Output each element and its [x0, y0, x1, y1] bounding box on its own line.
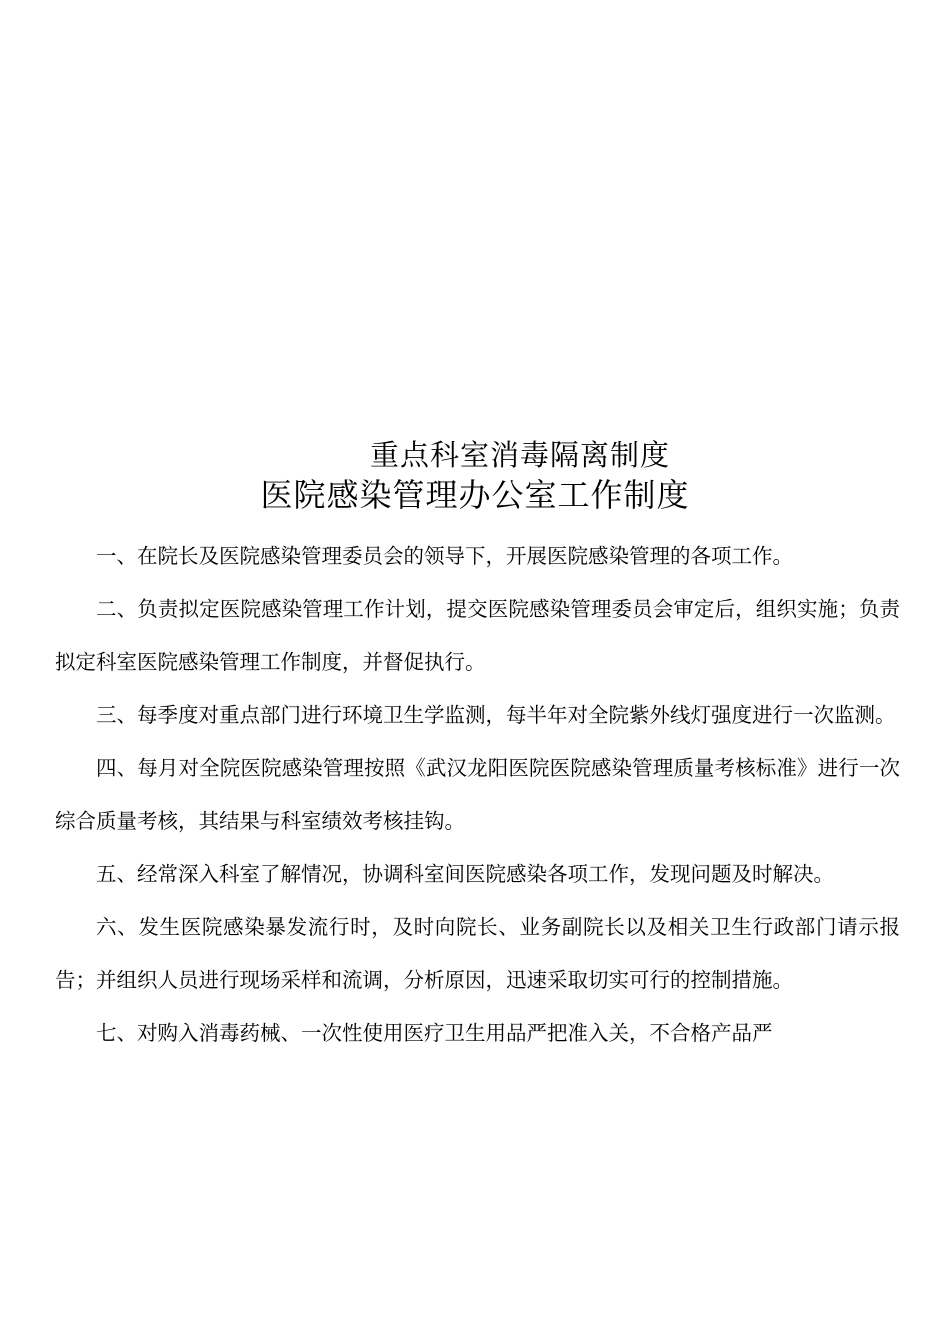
document-title: 医院感染管理办公室工作制度: [260, 476, 690, 514]
document-body: [55, 530, 900, 1060]
document-subtitle: 重点科室消毒隔离制度: [369, 438, 670, 472]
paragraph-2: 二、负责拟定医院感染管理工作计划，提交医院感染管理委员会审定后，组织实施；负责拟定科室医院感染管理工作制度，并督促执行。: [55, 597, 900, 674]
paragraph-3: 三、每季度对重点部门进行环境卫生学监测，每半年对全院紫外线灯强度进行一次监测。: [96, 703, 896, 727]
paragraph-5: 五、经常深入科室了解情况，协调科室间医院感染各项工作，发现问题及时解决。: [96, 862, 834, 886]
paragraph-6: 六、发生医院感染暴发流行时，及时向院长、业务副院长以及相关卫生行政部门请示报告；并组织人员进行现场采样和流调，分析原因，迅速采取切实可行的控制措施。: [55, 915, 900, 992]
paragraph-4: 四、每月对全院医院感染管理按照《武汉龙阳医院医院感染管理质量考核标准》进行一次综合质量考核，其结果与科室绩效考核挂钩。: [55, 756, 900, 833]
paragraph-1: 一、在院长及医院感染管理委员会的领导下，开展医院感染管理的各项工作。: [96, 544, 793, 568]
paragraph-7: 七、对购入消毒药械、一次性使用医疗卫生用品严把准入关，不合格产品严: [96, 1021, 773, 1045]
